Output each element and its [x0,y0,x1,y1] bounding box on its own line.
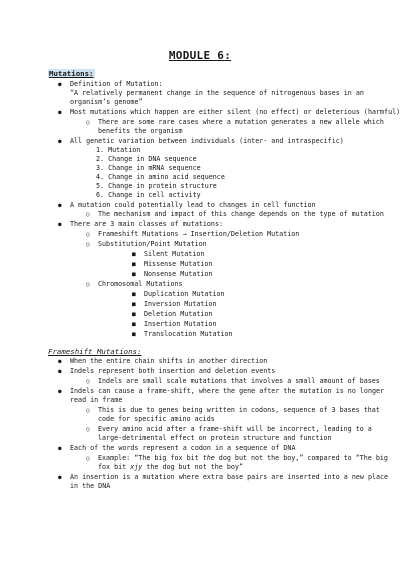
sub-bullet-rare-cases: ○ There are some rare cases where a mutation generates a new allele which [86,118,384,126]
numbered-item: 5. Change in protein structure [96,182,217,190]
sub-bullet-frameshift-class: ○ Frameshift Mutations → Insertion/Deletion Mutation [86,230,300,238]
all-genetic-text: All genetic variation between individuals (inter- and intraspecific) [70,137,344,145]
example-text-c: dog but not the boy,” compared to “The big [214,454,388,462]
example-text-2c: the dog but not the boy” [142,463,243,471]
codons-text-1: This is due to genes being written in codons, sequence of 3 bases that [98,406,380,414]
sub-bullet-every-amino-acid: ○ Every amino acid after a frame-shift will be incorrect, leading to a [86,425,372,433]
point-item: ■ Nonsense Mutation [132,270,213,278]
chromosomal-class-text: Chromosomal Mutations [98,280,183,288]
bullet-insertion: ● An insertion is a mutation where extra base pairs are inserted into a new place [58,473,389,481]
sub-bullet-mechanism: ○ The mechanism and impact of this change depends on the type of mutation [86,210,384,218]
cause-text-2: read in frame [70,396,123,404]
definition-text-1: “A relatively permanent change in the sequence of nitrogenous bases in an [70,89,364,97]
bullet-frame-shift-cause: ● Indels can cause a frame-shift, where the gene after the mutation is no longer [58,387,385,395]
bullet-indels: ● Indels represent both insertion and deletion events [58,367,276,375]
example-emphasis-the: the [202,454,215,462]
classes-text: There are 3 main classes of mutations: [70,220,223,228]
mutations-heading: Mutations: [49,69,94,78]
insertion-text-2: in the DNA [70,482,111,490]
frameshift-class-text: Frameshift Mutations → Insertion/Deletion Mutation [98,230,300,238]
bullet-classes: ● There are 3 main classes of mutations: [58,220,223,228]
amino-acid-text-2: large-detrimental effect on protein structure and function [98,434,332,442]
chromosomal-item: ■ Translocation Mutation [132,330,233,338]
point-class-text: Substitution/Point Mutation [98,240,207,248]
numbered-item: 3. Change in mRNA sequence [96,164,201,172]
mechanism-text: The mechanism and impact of this change depends on the type of mutation [98,210,384,218]
indels-scale-text: Indels are small scale mutations that involves a small amount of bases [98,377,380,385]
page-title: MODULE 6: [168,49,232,62]
bullet-most-mutations: ● Most mutations which happen are either silent (no effect) or deleterious (harmful) [58,108,400,116]
bullet-words-codons: ● Each of the words represent a codon in a sequence of DNA [58,444,296,452]
chromosomal-item-text: Inversion Mutation [144,300,217,308]
chromosomal-item-text: Deletion Mutation [144,310,213,318]
amino-acid-text-1: Every amino acid after a frame-shift will be incorrect, leading to a [98,425,372,433]
sub-bullet-indels-scale: ○ Indels are small scale mutations that involves a small amount of bases [86,377,380,385]
bullet-could-lead: ● A mutation could potentially lead to changes in cell function [58,201,316,209]
cause-text-1: Indels can cause a frame-shift, where the gene after the mutation is no longer [70,387,385,395]
frameshift-heading: Frameshift Mutations: [48,347,142,356]
chromosomal-item: ■ Duplication Mutation [132,290,225,298]
point-item: ■ Missense Mutation [132,260,213,268]
point-item-text: Missense Mutation [144,260,213,268]
codons-text-2: code for specific amino acids [98,415,215,423]
definition-label: Definition of Mutation: [70,80,163,88]
chromosomal-item-text: Insertion Mutation [144,320,217,328]
example-text-a: Example: “The big fox bit [98,454,203,462]
chromosomal-item-text: Translocation Mutation [144,330,233,338]
rare-cases-text: There are some rare cases where a mutation generates a new allele which [98,118,384,126]
indels-text: Indels represent both insertion and deletion events [70,367,276,375]
sub-bullet-codons: ○ This is due to genes being written in codons, sequence of 3 bases that [86,406,380,414]
point-item-text: Silent Mutation [144,250,205,258]
sub-bullet-point-class: ○ Substitution/Point Mutation [86,240,207,248]
bullet-definition: ● Definition of Mutation: [58,80,163,88]
sub-bullet-chromosomal-class: ○ Chromosomal Mutations [86,280,183,288]
chromosomal-item: ■ Deletion Mutation [132,310,213,318]
chromosomal-item: ■ Inversion Mutation [132,300,217,308]
sub-bullet-example: ○ Example: “The big fox bit the dog but not the boy,” compared to “The big [86,454,388,462]
chromosomal-item-text: Duplication Mutation [144,290,225,298]
example-emphasis-xjy: xjy [130,463,143,471]
definition-text-2: organism’s genome” [70,98,143,106]
point-item-text: Nonsense Mutation [144,270,213,278]
shift-text: When the entire chain shifts in another direction [70,357,268,365]
words-codons-text: Each of the words represent a codon in a sequence of DNA [70,444,296,452]
rare-cases-text-2: benefits the organism [98,127,183,135]
bullet-all-genetic: ● All genetic variation between individuals (inter- and intraspecific) [58,137,344,145]
point-item: ■ Silent Mutation [132,250,205,258]
numbered-item: 4. Change in amino acid sequence [96,173,225,181]
numbered-item: 2. Change in DNA sequence [96,155,197,163]
bullet-shift: ● When the entire chain shifts in another direction [58,357,268,365]
could-lead-text: A mutation could potentially lead to changes in cell function [70,201,316,209]
example-text-2a: fox bit [98,463,131,471]
most-mutations-text: Most mutations which happen are either silent (no effect) or deleterious (harmful) [70,108,400,116]
numbered-item: 1. Mutation [96,146,141,154]
numbered-item: 6. Change in cell activity [96,191,201,199]
example-line-2 [98,463,243,473]
insertion-text-1: An insertion is a mutation where extra base pairs are inserted into a new place [70,473,389,481]
chromosomal-item: ■ Insertion Mutation [132,320,217,328]
